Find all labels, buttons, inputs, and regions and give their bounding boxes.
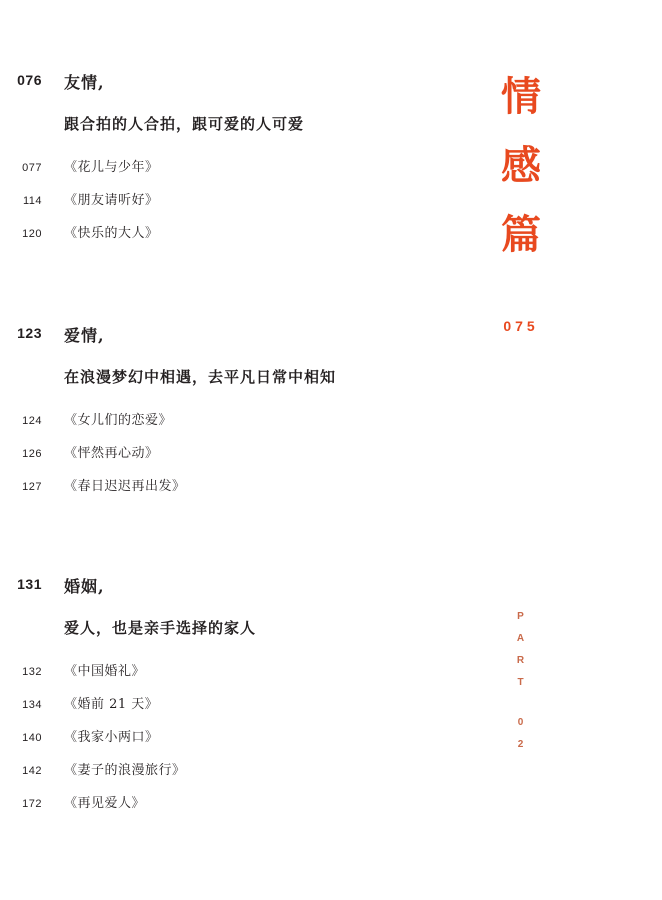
entry-title: 《再见爱人》 [64,796,146,811]
list-item[interactable] [0,759,470,792]
list-item[interactable] [0,726,470,759]
section-subtitle: 在浪漫梦幻中相遇，去平凡日常中相知 [64,368,337,386]
list-item[interactable] [0,660,470,693]
list-item[interactable] [0,189,470,222]
entry-title: 《春日迟迟再出发》 [64,479,186,494]
entry-page-number: 140 [22,732,42,744]
section-title-block [64,70,304,134]
section-heading [0,574,470,638]
section-page-number: 075 [503,318,539,334]
list-item[interactable] [0,409,470,442]
list-item[interactable] [0,156,470,189]
section-title: 爱情, [64,326,105,345]
toc-section-friendship [0,70,470,255]
toc-section-love [0,323,470,508]
entry-title: 《妻子的浪漫旅行》 [64,763,186,778]
entry-title: 《朋友请听好》 [64,193,159,208]
section-title-block [64,574,256,638]
entry-list [0,156,470,255]
entry-page-number: 077 [22,162,42,174]
vertical-title-char-3: 篇 [501,211,541,258]
entry-page-number: 124 [22,415,42,427]
entry-title: 《中国婚礼》 [64,664,146,679]
section-subtitle: 跟合拍的人合拍，跟可爱的人可爱 [64,115,305,133]
section-start-page: 123 [17,325,42,341]
section-subtitle: 爱人，也是亲手选择的家人 [64,619,257,637]
entry-page-number: 132 [22,666,42,678]
entry-page-number: 120 [22,228,42,240]
list-item[interactable] [0,442,470,475]
part-letter-a: A [516,633,526,644]
entry-page-number: 134 [22,699,42,711]
entry-page-number: 114 [22,195,42,207]
vertical-title-char-1: 情 [501,73,541,120]
section-heading [0,323,470,387]
list-item[interactable] [0,693,470,726]
part-marker [486,606,556,756]
part-letter-r: R [516,655,526,666]
section-title: 友情, [64,73,105,92]
entry-list [0,409,470,508]
vertical-section-title [486,62,556,269]
part-letter-t: T [517,677,525,688]
entry-page-number: 142 [22,765,42,777]
entry-title: 《花儿与少年》 [64,160,159,175]
toc-section-marriage [0,574,470,825]
entry-page-number: 127 [22,481,42,493]
entry-title: 《女儿们的恋爱》 [64,413,173,428]
vertical-title-char-2: 感 [501,142,541,189]
entry-title: 《婚前 21 天》 [64,697,159,712]
part-number-digit-1: 0 [517,717,525,728]
part-number-digit-2: 2 [517,739,525,750]
section-start-page: 131 [17,576,42,592]
entry-list [0,660,470,825]
section-start-page: 076 [17,72,42,88]
entry-title: 《快乐的大人》 [64,226,159,241]
part-letter-p: P [517,611,525,622]
section-title-block [64,323,336,387]
section-heading [0,70,470,134]
list-item[interactable] [0,475,470,508]
entry-title: 《我家小两口》 [64,730,159,745]
entry-title: 《怦然再心动》 [64,446,159,461]
entry-page-number: 172 [22,798,42,810]
entry-page-number: 126 [22,448,42,460]
section-title: 婚姻, [64,577,105,596]
list-item[interactable] [0,792,470,825]
list-item[interactable] [0,222,470,255]
